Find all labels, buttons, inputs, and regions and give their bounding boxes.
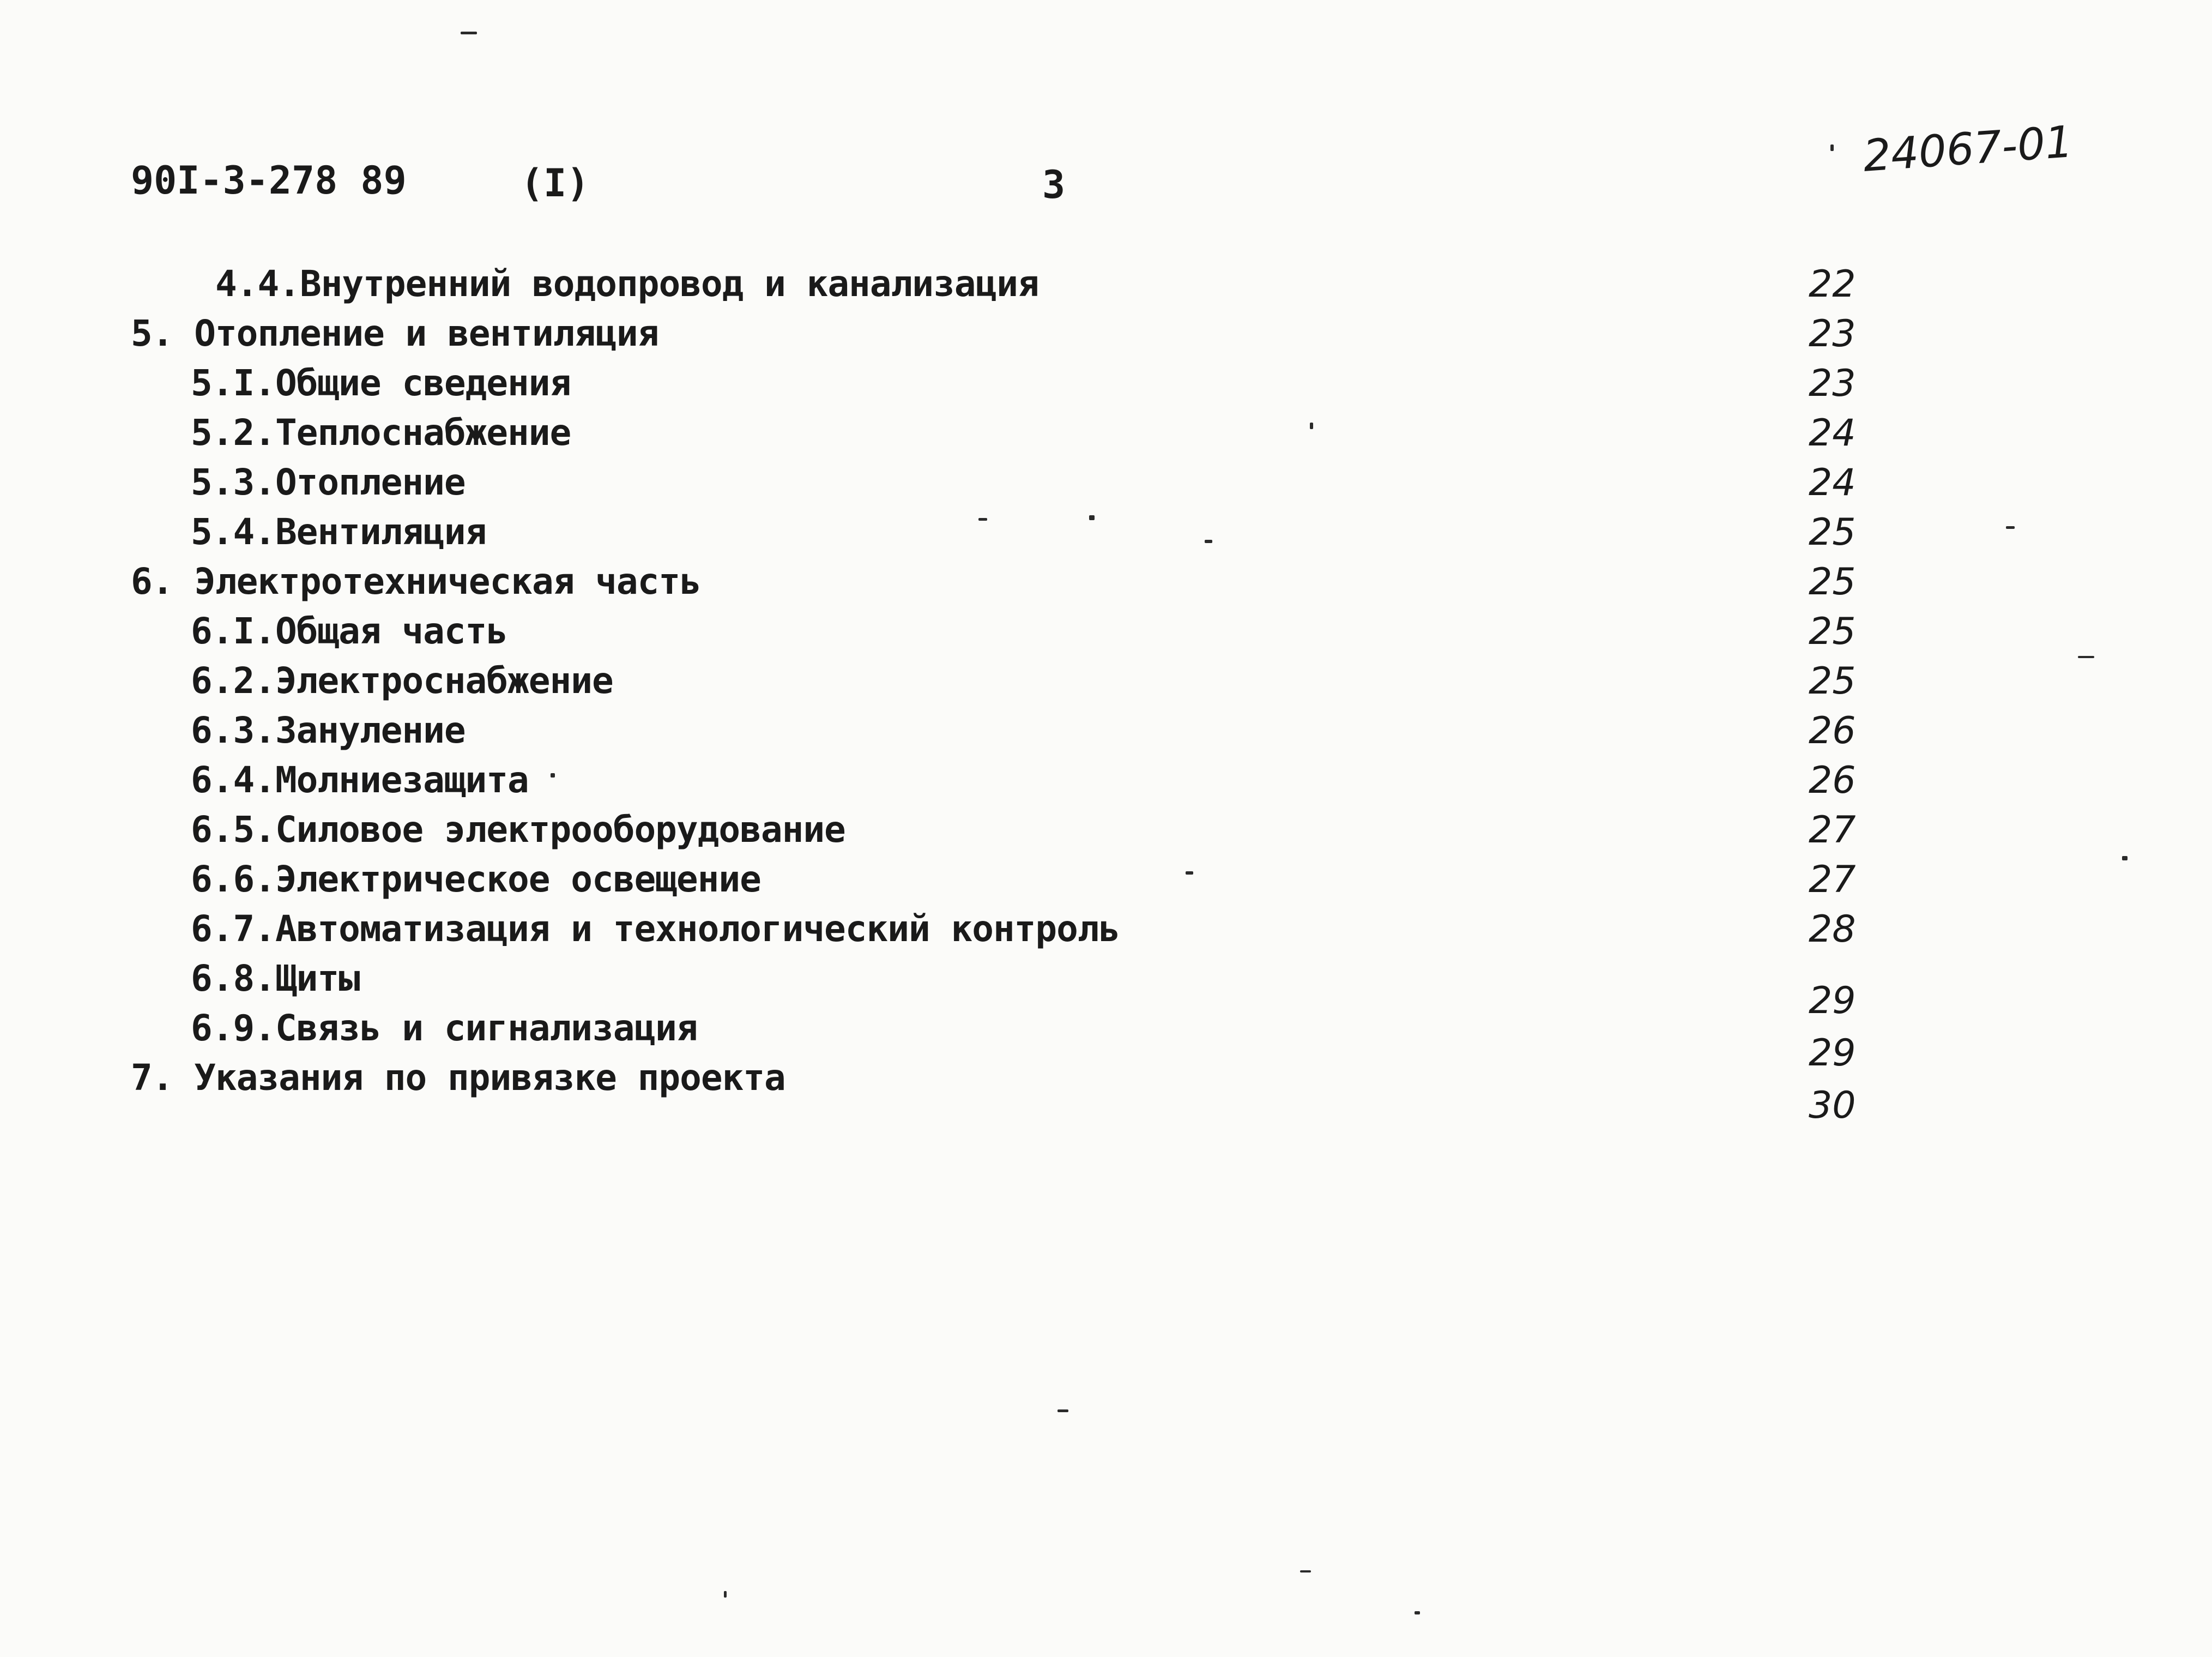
toc-entry-label: 5.4.Вентиляция bbox=[191, 511, 487, 553]
toc-entry-page: 24 bbox=[1809, 412, 1856, 455]
toc-entry-page: 28 bbox=[1809, 908, 1856, 951]
archive-number: 24067-01 bbox=[1862, 116, 2075, 182]
toc-entry-label: 6.I.Общая часть bbox=[191, 610, 508, 652]
toc-entry-page: 27 bbox=[1809, 858, 1856, 901]
toc-entry-label: 6.2.Электроснабжение bbox=[191, 660, 613, 702]
toc-entry-6-9 bbox=[0, 1007, 2212, 1075]
toc-entry-5-2 bbox=[0, 412, 2212, 461]
scan-speck bbox=[1089, 515, 1095, 520]
scan-speck bbox=[1205, 540, 1212, 543]
toc-entry-label: 4.4.Внутренний водопровод и канализация bbox=[215, 263, 1039, 305]
toc-entry-page: 27 bbox=[1809, 809, 1856, 852]
page-number: 3 bbox=[1042, 162, 1066, 207]
toc-entry-page: 22 bbox=[1809, 263, 1856, 306]
scan-speck bbox=[1300, 1570, 1311, 1572]
toc-entry-5 bbox=[0, 312, 2212, 361]
toc-entry-page: 29 bbox=[1809, 979, 1856, 1022]
toc-entry-label: 5. Отопление и вентиляция bbox=[131, 312, 659, 354]
toc-entry-page: 24 bbox=[1809, 461, 1856, 504]
toc-entry-5-3 bbox=[0, 461, 2212, 510]
toc-entry-6 bbox=[0, 561, 2212, 610]
toc-entry-7 bbox=[0, 1057, 2212, 1127]
scan-speck bbox=[461, 32, 477, 34]
scan-speck bbox=[1310, 423, 1313, 429]
toc-entry-label: 6.4.Молниезащита bbox=[191, 759, 529, 801]
toc-entry-page: 25 bbox=[1809, 561, 1856, 604]
scan-speck bbox=[1057, 1409, 1068, 1412]
scan-speck bbox=[978, 518, 987, 521]
toc-entry-label: 6.5.Силовое электрооборудование bbox=[191, 809, 845, 851]
toc-entry-page: 23 bbox=[1809, 312, 1856, 355]
volume-number: (I) bbox=[521, 161, 590, 206]
toc-entry-page: 26 bbox=[1809, 709, 1856, 752]
toc-entry-5-1 bbox=[0, 362, 2212, 411]
toc-entry-6-8 bbox=[0, 957, 2212, 1022]
toc-entry-label: 7. Указания по привязке проекта bbox=[131, 1057, 785, 1099]
toc-entry-page: 23 bbox=[1809, 362, 1856, 405]
toc-entry-page: 26 bbox=[1809, 759, 1856, 802]
toc-entry-6-6 bbox=[0, 858, 2212, 907]
toc-entry-label: 5.I.Общие сведения bbox=[191, 362, 571, 404]
toc-entry-page: 30 bbox=[1809, 1084, 1856, 1127]
scan-speck bbox=[2078, 656, 2094, 658]
toc-entry-label: 6.7.Автоматизация и технологический контроль bbox=[191, 908, 1120, 950]
toc-entry-page: 25 bbox=[1809, 511, 1856, 554]
scan-speck bbox=[1186, 871, 1193, 875]
toc-entry-label: 6.3.Зануление bbox=[191, 709, 466, 751]
toc-entry-label: 5.2.Теплоснабжение bbox=[191, 412, 571, 454]
toc-entry-label: 6.9.Связь и сигнализация bbox=[191, 1007, 698, 1049]
document-code: 90I-3-278 89 bbox=[131, 158, 407, 203]
toc-entry-6-5 bbox=[0, 809, 2212, 858]
toc-entry-6-3 bbox=[0, 709, 2212, 758]
toc-entry-label: 5.3.Отопление bbox=[191, 461, 466, 503]
scan-speck bbox=[2006, 526, 2015, 529]
toc-entry-label: 6. Электротехническая часть bbox=[131, 561, 701, 602]
scan-speck bbox=[2122, 856, 2128, 860]
toc-entry-6-4 bbox=[0, 759, 2212, 808]
toc-entry-label: 6.6.Электрическое освещение bbox=[191, 858, 761, 900]
toc-entry-page: 25 bbox=[1809, 660, 1856, 703]
scan-speck bbox=[724, 1591, 727, 1598]
toc-entry-6-7 bbox=[0, 908, 2212, 957]
toc-entry-label: 6.8.Щиты bbox=[191, 957, 360, 999]
toc-entry-page: 29 bbox=[1809, 1032, 1856, 1075]
toc-entry-5-4 bbox=[0, 511, 2212, 560]
scan-speck bbox=[1830, 144, 1834, 151]
toc-entry-page: 25 bbox=[1809, 610, 1856, 653]
toc-entry-6-1 bbox=[0, 610, 2212, 659]
toc-entry-6-2 bbox=[0, 660, 2212, 709]
scan-speck bbox=[551, 773, 555, 778]
scan-speck bbox=[1415, 1611, 1420, 1614]
toc-entry-4-4 bbox=[0, 263, 2212, 312]
